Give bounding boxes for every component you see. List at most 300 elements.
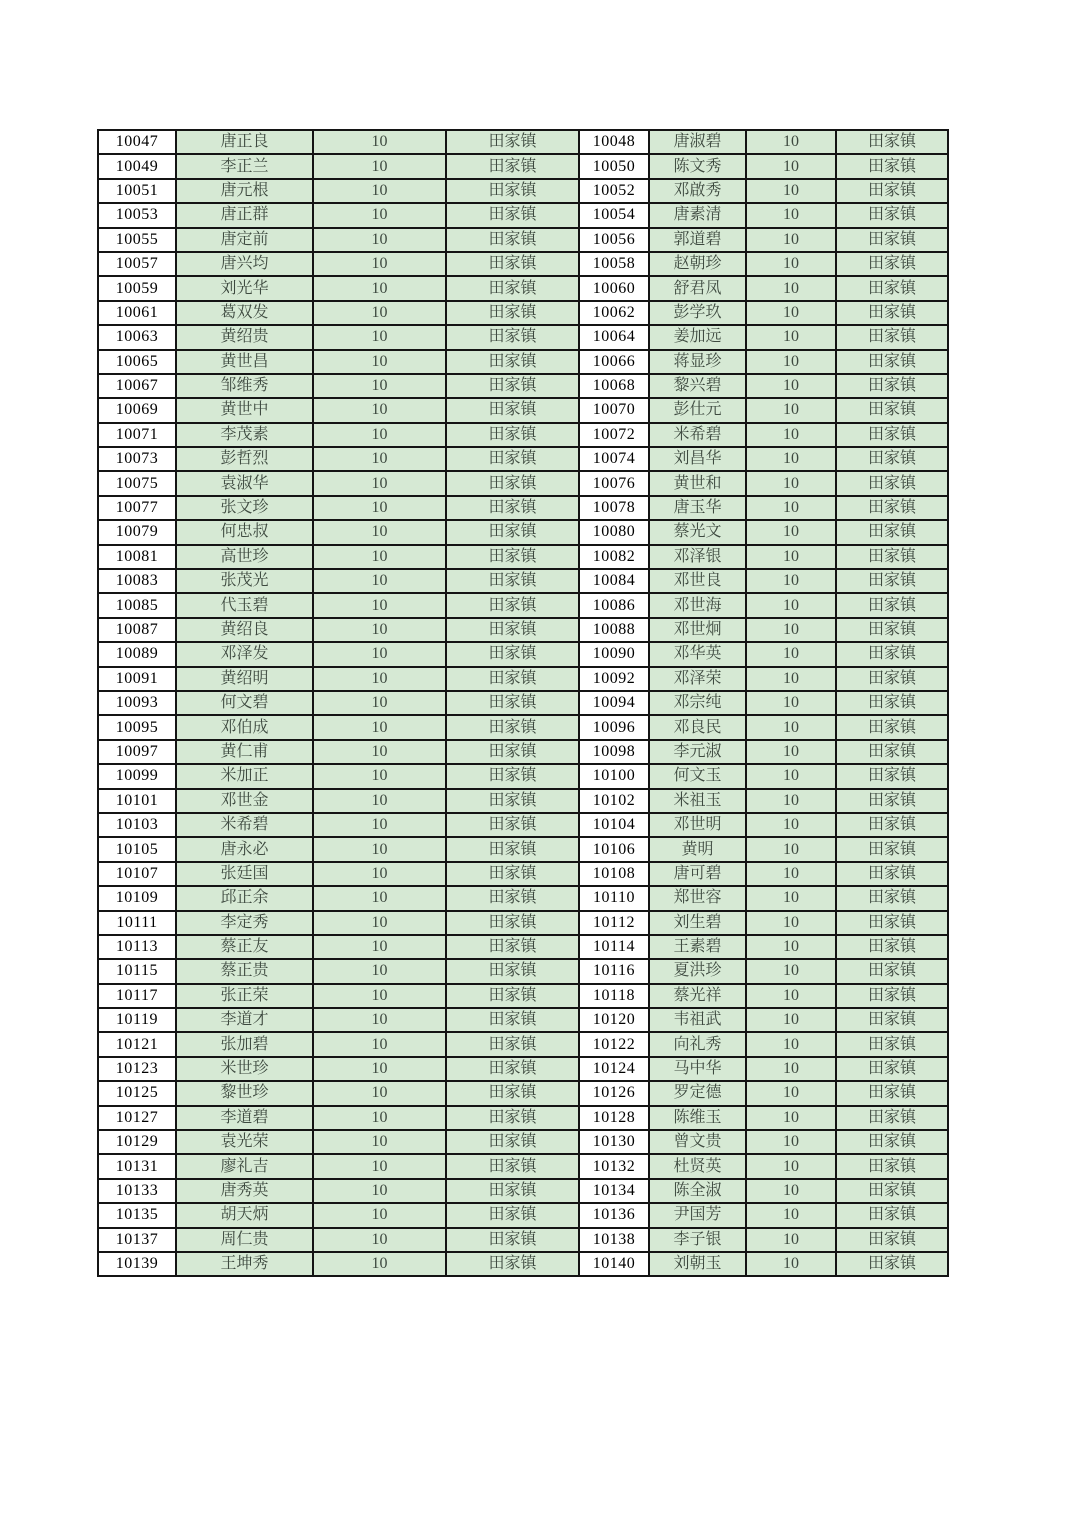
id-cell-left: 10047 — [98, 130, 176, 154]
town-cell-right: 田家镇 — [836, 1008, 948, 1032]
town-cell-left: 田家镇 — [446, 1252, 579, 1276]
town-cell-left: 田家镇 — [446, 301, 579, 325]
amount-cell-right: 10 — [746, 691, 836, 715]
table-row — [98, 471, 948, 495]
table-row — [98, 179, 948, 203]
town-cell-right: 田家镇 — [836, 447, 948, 471]
town-cell-right: 田家镇 — [836, 886, 948, 910]
id-cell-left: 10135 — [98, 1203, 176, 1227]
name-cell-left: 周仁贵 — [176, 1228, 313, 1252]
table-row — [98, 715, 948, 739]
name-cell-left: 米加正 — [176, 764, 313, 788]
town-cell-left: 田家镇 — [446, 179, 579, 203]
amount-cell-right: 10 — [746, 911, 836, 935]
table-row — [98, 837, 948, 861]
id-cell-right: 10110 — [579, 886, 649, 910]
town-cell-left: 田家镇 — [446, 325, 579, 349]
id-cell-left: 10057 — [98, 252, 176, 276]
id-cell-left: 10065 — [98, 350, 176, 374]
id-cell-right: 10132 — [579, 1154, 649, 1178]
town-cell-left: 田家镇 — [446, 447, 579, 471]
name-cell-left: 邹维秀 — [176, 374, 313, 398]
id-cell-left: 10055 — [98, 228, 176, 252]
id-cell-right: 10120 — [579, 1008, 649, 1032]
name-cell-right: 邓啟秀 — [649, 179, 746, 203]
amount-cell-left: 10 — [313, 959, 446, 983]
id-cell-right: 10072 — [579, 423, 649, 447]
name-cell-right: 刘昌华 — [649, 447, 746, 471]
id-cell-left: 10117 — [98, 984, 176, 1008]
amount-cell-right: 10 — [746, 1228, 836, 1252]
table-row — [98, 740, 948, 764]
table-row — [98, 325, 948, 349]
id-cell-right: 10104 — [579, 813, 649, 837]
town-cell-right: 田家镇 — [836, 667, 948, 691]
name-cell-right: 黎兴碧 — [649, 374, 746, 398]
id-cell-left: 10077 — [98, 496, 176, 520]
amount-cell-left: 10 — [313, 618, 446, 642]
amount-cell-right: 10 — [746, 252, 836, 276]
town-cell-left: 田家镇 — [446, 130, 579, 154]
name-cell-left: 彭哲烈 — [176, 447, 313, 471]
table-row — [98, 642, 948, 666]
town-cell-left: 田家镇 — [446, 545, 579, 569]
table-row — [98, 350, 948, 374]
town-cell-left: 田家镇 — [446, 1154, 579, 1178]
name-cell-right: 唐可碧 — [649, 862, 746, 886]
table-row — [98, 813, 948, 837]
id-cell-right: 10048 — [579, 130, 649, 154]
town-cell-right: 田家镇 — [836, 593, 948, 617]
id-cell-right: 10090 — [579, 642, 649, 666]
town-cell-left: 田家镇 — [446, 1032, 579, 1056]
name-cell-left: 代玉碧 — [176, 593, 313, 617]
id-cell-right: 10084 — [579, 569, 649, 593]
name-cell-right: 郭道碧 — [649, 228, 746, 252]
town-cell-left: 田家镇 — [446, 1130, 579, 1154]
town-cell-right: 田家镇 — [836, 1252, 948, 1276]
amount-cell-left: 10 — [313, 496, 446, 520]
id-cell-left: 10109 — [98, 886, 176, 910]
town-cell-left: 田家镇 — [446, 1203, 579, 1227]
amount-cell-left: 10 — [313, 520, 446, 544]
town-cell-left: 田家镇 — [446, 862, 579, 886]
amount-cell-right: 10 — [746, 179, 836, 203]
id-cell-right: 10096 — [579, 715, 649, 739]
table-row — [98, 1057, 948, 1081]
town-cell-left: 田家镇 — [446, 1179, 579, 1203]
amount-cell-right: 10 — [746, 545, 836, 569]
amount-cell-left: 10 — [313, 1252, 446, 1276]
amount-cell-left: 10 — [313, 593, 446, 617]
name-cell-right: 唐玉华 — [649, 496, 746, 520]
amount-cell-left: 10 — [313, 325, 446, 349]
id-cell-left: 10079 — [98, 520, 176, 544]
town-cell-right: 田家镇 — [836, 715, 948, 739]
id-cell-right: 10138 — [579, 1228, 649, 1252]
name-cell-left: 黎世珍 — [176, 1081, 313, 1105]
table-row — [98, 667, 948, 691]
amount-cell-right: 10 — [746, 1154, 836, 1178]
amount-cell-left: 10 — [313, 911, 446, 935]
town-cell-left: 田家镇 — [446, 1228, 579, 1252]
name-cell-left: 王坤秀 — [176, 1252, 313, 1276]
name-cell-right: 米祖玉 — [649, 789, 746, 813]
town-cell-left: 田家镇 — [446, 886, 579, 910]
town-cell-left: 田家镇 — [446, 276, 579, 300]
amount-cell-right: 10 — [746, 154, 836, 178]
id-cell-left: 10091 — [98, 667, 176, 691]
id-cell-left: 10129 — [98, 1130, 176, 1154]
amount-cell-left: 10 — [313, 667, 446, 691]
id-cell-right: 10128 — [579, 1106, 649, 1130]
id-cell-right: 10130 — [579, 1130, 649, 1154]
amount-cell-left: 10 — [313, 1081, 446, 1105]
name-cell-right: 彭学玖 — [649, 301, 746, 325]
name-cell-left: 袁光荣 — [176, 1130, 313, 1154]
name-cell-right: 舒君凤 — [649, 276, 746, 300]
town-cell-right: 田家镇 — [836, 1154, 948, 1178]
id-cell-right: 10056 — [579, 228, 649, 252]
town-cell-right: 田家镇 — [836, 1130, 948, 1154]
amount-cell-left: 10 — [313, 837, 446, 861]
name-cell-right: 韦祖武 — [649, 1008, 746, 1032]
town-cell-left: 田家镇 — [446, 1008, 579, 1032]
amount-cell-left: 10 — [313, 1130, 446, 1154]
town-cell-right: 田家镇 — [836, 569, 948, 593]
town-cell-left: 田家镇 — [446, 520, 579, 544]
id-cell-left: 10119 — [98, 1008, 176, 1032]
amount-cell-right: 10 — [746, 1081, 836, 1105]
town-cell-right: 田家镇 — [836, 1203, 948, 1227]
id-cell-right: 10070 — [579, 398, 649, 422]
name-cell-left: 李茂素 — [176, 423, 313, 447]
name-cell-right: 邓泽银 — [649, 545, 746, 569]
town-cell-right: 田家镇 — [836, 911, 948, 935]
table-row — [98, 618, 948, 642]
roster-sheet — [97, 129, 947, 1277]
town-cell-right: 田家镇 — [836, 203, 948, 227]
table-row — [98, 764, 948, 788]
name-cell-left: 黄绍良 — [176, 618, 313, 642]
id-cell-right: 10124 — [579, 1057, 649, 1081]
town-cell-right: 田家镇 — [836, 740, 948, 764]
table-row — [98, 276, 948, 300]
roster-table — [97, 129, 949, 1277]
amount-cell-right: 10 — [746, 862, 836, 886]
amount-cell-right: 10 — [746, 1179, 836, 1203]
amount-cell-left: 10 — [313, 740, 446, 764]
amount-cell-right: 10 — [746, 959, 836, 983]
amount-cell-left: 10 — [313, 130, 446, 154]
town-cell-left: 田家镇 — [446, 642, 579, 666]
amount-cell-left: 10 — [313, 252, 446, 276]
name-cell-left: 邓泽发 — [176, 642, 313, 666]
id-cell-left: 10069 — [98, 398, 176, 422]
town-cell-right: 田家镇 — [836, 959, 948, 983]
amount-cell-left: 10 — [313, 1008, 446, 1032]
name-cell-right: 唐素清 — [649, 203, 746, 227]
town-cell-left: 田家镇 — [446, 154, 579, 178]
table-row — [98, 1252, 948, 1276]
town-cell-right: 田家镇 — [836, 398, 948, 422]
id-cell-left: 10105 — [98, 837, 176, 861]
amount-cell-left: 10 — [313, 203, 446, 227]
table-row — [98, 301, 948, 325]
amount-cell-right: 10 — [746, 203, 836, 227]
id-cell-left: 10093 — [98, 691, 176, 715]
name-cell-left: 黄世昌 — [176, 350, 313, 374]
amount-cell-right: 10 — [746, 130, 836, 154]
id-cell-right: 10086 — [579, 593, 649, 617]
id-cell-right: 10092 — [579, 667, 649, 691]
town-cell-left: 田家镇 — [446, 740, 579, 764]
town-cell-right: 田家镇 — [836, 1057, 948, 1081]
town-cell-right: 田家镇 — [836, 1179, 948, 1203]
name-cell-left: 黄世中 — [176, 398, 313, 422]
name-cell-right: 姜加远 — [649, 325, 746, 349]
town-cell-left: 田家镇 — [446, 691, 579, 715]
name-cell-right: 赵朝珍 — [649, 252, 746, 276]
id-cell-right: 10088 — [579, 618, 649, 642]
id-cell-right: 10100 — [579, 764, 649, 788]
name-cell-left: 李道碧 — [176, 1106, 313, 1130]
amount-cell-right: 10 — [746, 1130, 836, 1154]
id-cell-left: 10071 — [98, 423, 176, 447]
name-cell-right: 夏洪珍 — [649, 959, 746, 983]
name-cell-left: 邱正余 — [176, 886, 313, 910]
town-cell-right: 田家镇 — [836, 837, 948, 861]
id-cell-left: 10139 — [98, 1252, 176, 1276]
table-row — [98, 1203, 948, 1227]
table-row — [98, 569, 948, 593]
town-cell-right: 田家镇 — [836, 325, 948, 349]
name-cell-right: 曾文贵 — [649, 1130, 746, 1154]
name-cell-right: 李元淑 — [649, 740, 746, 764]
town-cell-right: 田家镇 — [836, 1106, 948, 1130]
id-cell-left: 10103 — [98, 813, 176, 837]
town-cell-right: 田家镇 — [836, 1228, 948, 1252]
amount-cell-left: 10 — [313, 179, 446, 203]
amount-cell-left: 10 — [313, 642, 446, 666]
id-cell-left: 10089 — [98, 642, 176, 666]
name-cell-right: 向礼秀 — [649, 1032, 746, 1056]
name-cell-left: 邓伯成 — [176, 715, 313, 739]
town-cell-left: 田家镇 — [446, 496, 579, 520]
id-cell-left: 10059 — [98, 276, 176, 300]
name-cell-left: 张茂光 — [176, 569, 313, 593]
amount-cell-left: 10 — [313, 447, 446, 471]
name-cell-right: 尹国芳 — [649, 1203, 746, 1227]
id-cell-left: 10099 — [98, 764, 176, 788]
id-cell-left: 10075 — [98, 471, 176, 495]
table-row — [98, 1154, 948, 1178]
name-cell-left: 张文珍 — [176, 496, 313, 520]
id-cell-right: 10060 — [579, 276, 649, 300]
name-cell-right: 黄明 — [649, 837, 746, 861]
name-cell-right: 米希碧 — [649, 423, 746, 447]
id-cell-right: 10136 — [579, 1203, 649, 1227]
id-cell-left: 10111 — [98, 911, 176, 935]
id-cell-left: 10095 — [98, 715, 176, 739]
amount-cell-left: 10 — [313, 471, 446, 495]
amount-cell-right: 10 — [746, 398, 836, 422]
table-row — [98, 935, 948, 959]
table-row — [98, 1032, 948, 1056]
name-cell-right: 陈文秀 — [649, 154, 746, 178]
amount-cell-left: 10 — [313, 715, 446, 739]
id-cell-left: 10053 — [98, 203, 176, 227]
town-cell-right: 田家镇 — [836, 764, 948, 788]
name-cell-right: 彭仕元 — [649, 398, 746, 422]
town-cell-left: 田家镇 — [446, 423, 579, 447]
id-cell-left: 10123 — [98, 1057, 176, 1081]
table-row — [98, 1228, 948, 1252]
name-cell-left: 李道才 — [176, 1008, 313, 1032]
town-cell-left: 田家镇 — [446, 935, 579, 959]
amount-cell-left: 10 — [313, 374, 446, 398]
id-cell-left: 10127 — [98, 1106, 176, 1130]
table-row — [98, 154, 948, 178]
name-cell-left: 袁淑华 — [176, 471, 313, 495]
id-cell-right: 10102 — [579, 789, 649, 813]
name-cell-right: 陈维玉 — [649, 1106, 746, 1130]
name-cell-left: 刘光华 — [176, 276, 313, 300]
amount-cell-left: 10 — [313, 228, 446, 252]
name-cell-right: 邓宗纯 — [649, 691, 746, 715]
name-cell-left: 张正荣 — [176, 984, 313, 1008]
amount-cell-right: 10 — [746, 1203, 836, 1227]
amount-cell-left: 10 — [313, 1057, 446, 1081]
town-cell-left: 田家镇 — [446, 1057, 579, 1081]
name-cell-right: 马中华 — [649, 1057, 746, 1081]
name-cell-right: 邓良民 — [649, 715, 746, 739]
name-cell-left: 黄绍贵 — [176, 325, 313, 349]
name-cell-right: 蒋显珍 — [649, 350, 746, 374]
town-cell-left: 田家镇 — [446, 569, 579, 593]
name-cell-left: 唐秀英 — [176, 1179, 313, 1203]
id-cell-right: 10094 — [579, 691, 649, 715]
amount-cell-left: 10 — [313, 813, 446, 837]
name-cell-right: 邓泽荣 — [649, 667, 746, 691]
town-cell-right: 田家镇 — [836, 471, 948, 495]
name-cell-left: 蔡正友 — [176, 935, 313, 959]
amount-cell-right: 10 — [746, 740, 836, 764]
town-cell-right: 田家镇 — [836, 545, 948, 569]
town-cell-right: 田家镇 — [836, 618, 948, 642]
name-cell-right: 黄世和 — [649, 471, 746, 495]
amount-cell-left: 10 — [313, 301, 446, 325]
table-row — [98, 130, 948, 154]
id-cell-left: 10107 — [98, 862, 176, 886]
id-cell-left: 10121 — [98, 1032, 176, 1056]
name-cell-left: 何忠叔 — [176, 520, 313, 544]
name-cell-left: 黄绍明 — [176, 667, 313, 691]
amount-cell-left: 10 — [313, 350, 446, 374]
name-cell-left: 蔡正贵 — [176, 959, 313, 983]
name-cell-left: 黄仁甫 — [176, 740, 313, 764]
id-cell-left: 10061 — [98, 301, 176, 325]
name-cell-right: 郑世容 — [649, 886, 746, 910]
town-cell-left: 田家镇 — [446, 837, 579, 861]
amount-cell-left: 10 — [313, 276, 446, 300]
town-cell-right: 田家镇 — [836, 789, 948, 813]
id-cell-right: 10108 — [579, 862, 649, 886]
table-row — [98, 1130, 948, 1154]
amount-cell-right: 10 — [746, 447, 836, 471]
town-cell-right: 田家镇 — [836, 984, 948, 1008]
table-row — [98, 886, 948, 910]
town-cell-left: 田家镇 — [446, 1106, 579, 1130]
amount-cell-right: 10 — [746, 423, 836, 447]
town-cell-left: 田家镇 — [446, 350, 579, 374]
town-cell-left: 田家镇 — [446, 203, 579, 227]
amount-cell-right: 10 — [746, 471, 836, 495]
name-cell-right: 罗定德 — [649, 1081, 746, 1105]
town-cell-right: 田家镇 — [836, 862, 948, 886]
name-cell-right: 邓世海 — [649, 593, 746, 617]
town-cell-right: 田家镇 — [836, 276, 948, 300]
town-cell-right: 田家镇 — [836, 130, 948, 154]
town-cell-right: 田家镇 — [836, 691, 948, 715]
name-cell-right: 何文玉 — [649, 764, 746, 788]
amount-cell-left: 10 — [313, 569, 446, 593]
town-cell-right: 田家镇 — [836, 935, 948, 959]
name-cell-right: 李子银 — [649, 1228, 746, 1252]
amount-cell-right: 10 — [746, 813, 836, 837]
amount-cell-right: 10 — [746, 593, 836, 617]
id-cell-left: 10137 — [98, 1228, 176, 1252]
name-cell-left: 唐兴均 — [176, 252, 313, 276]
id-cell-left: 10087 — [98, 618, 176, 642]
name-cell-right: 邓世炯 — [649, 618, 746, 642]
town-cell-right: 田家镇 — [836, 520, 948, 544]
name-cell-right: 邓世良 — [649, 569, 746, 593]
id-cell-right: 10050 — [579, 154, 649, 178]
town-cell-left: 田家镇 — [446, 911, 579, 935]
id-cell-right: 10118 — [579, 984, 649, 1008]
id-cell-right: 10082 — [579, 545, 649, 569]
amount-cell-right: 10 — [746, 1032, 836, 1056]
town-cell-left: 田家镇 — [446, 813, 579, 837]
id-cell-right: 10052 — [579, 179, 649, 203]
town-cell-right: 田家镇 — [836, 1081, 948, 1105]
amount-cell-right: 10 — [746, 935, 836, 959]
amount-cell-right: 10 — [746, 1008, 836, 1032]
table-row — [98, 447, 948, 471]
id-cell-right: 10064 — [579, 325, 649, 349]
id-cell-right: 10134 — [579, 1179, 649, 1203]
name-cell-right: 陈全淑 — [649, 1179, 746, 1203]
amount-cell-right: 10 — [746, 569, 836, 593]
town-cell-right: 田家镇 — [836, 252, 948, 276]
id-cell-right: 10058 — [579, 252, 649, 276]
table-row — [98, 984, 948, 1008]
table-row — [98, 593, 948, 617]
name-cell-left: 廖礼吉 — [176, 1154, 313, 1178]
name-cell-right: 刘朝玉 — [649, 1252, 746, 1276]
name-cell-right: 蔡光文 — [649, 520, 746, 544]
amount-cell-left: 10 — [313, 886, 446, 910]
amount-cell-right: 10 — [746, 886, 836, 910]
amount-cell-left: 10 — [313, 862, 446, 886]
table-row — [98, 545, 948, 569]
town-cell-right: 田家镇 — [836, 228, 948, 252]
table-row — [98, 911, 948, 935]
id-cell-right: 10068 — [579, 374, 649, 398]
amount-cell-right: 10 — [746, 789, 836, 813]
table-row — [98, 1081, 948, 1105]
